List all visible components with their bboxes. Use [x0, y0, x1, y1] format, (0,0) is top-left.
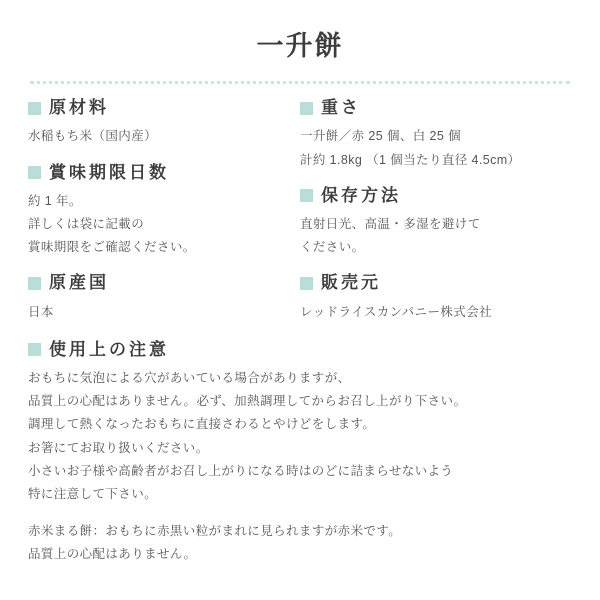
left-column: [28, 98, 290, 338]
section-heading-text: 使用上の注意: [49, 339, 169, 359]
section-ingredients: [28, 98, 290, 149]
text-line: 約 1 年。: [28, 193, 82, 208]
page-title: 一升餅: [256, 31, 344, 61]
section-origin-heading: [28, 273, 290, 293]
section-heading-text: 原産国: [49, 273, 109, 293]
section-seller: [300, 273, 572, 324]
section-best-before-heading: [28, 163, 290, 183]
text-line: 小さいお子様や高齢者がお召し上がりになる時はのどに詰まらせないよう: [28, 463, 454, 478]
section-storage: [300, 186, 572, 260]
section-cautions-body: [28, 367, 572, 566]
text-line: 一升餅／赤 25 個、白 25 個: [300, 129, 461, 144]
section-storage-heading: [300, 186, 572, 206]
text-line: ください。: [300, 240, 365, 255]
text-line: 計約 1.8kg （1 個当たり直径 4.5cm）: [300, 152, 521, 167]
square-bullet-icon: [300, 189, 313, 202]
section-seller-body: [300, 301, 572, 324]
section-weight-body: [300, 125, 572, 171]
section-ingredients-body: [28, 125, 290, 148]
section-cautions: [28, 340, 572, 566]
square-bullet-icon: [300, 102, 313, 115]
square-bullet-icon: [28, 343, 41, 356]
section-origin-body: [28, 301, 290, 324]
text-line: 品質上の心配はありません。必ず、加熱調理してからお召し上がり下さい。: [28, 394, 467, 409]
text-line: おもちに気泡による穴があいている場合がありますが、: [28, 371, 351, 386]
content-columns: [28, 98, 572, 338]
section-cautions-heading: [28, 340, 572, 360]
section-heading-text: 保存方法: [321, 185, 401, 205]
section-best-before: [28, 163, 290, 260]
square-bullet-icon: [28, 166, 41, 179]
text-line: 日本: [28, 304, 54, 319]
text-line: 赤米まる餅：おもちに赤黒い粒がまれに見られますが赤米です。: [28, 523, 402, 538]
section-heading-text: 賞味期限日数: [49, 162, 169, 182]
square-bullet-icon: [300, 277, 313, 290]
dotted-divider: [30, 81, 570, 84]
square-bullet-icon: [28, 277, 41, 290]
right-column: [290, 98, 572, 338]
section-storage-body: [300, 213, 572, 259]
text-line: 品質上の心配はありません。: [28, 547, 197, 562]
section-ingredients-heading: [28, 98, 290, 118]
text-line: 特に注意して下さい。: [28, 486, 158, 501]
section-best-before-body: [28, 190, 290, 259]
spacer: [28, 506, 572, 520]
text-line: 調理して熱くなったおもちに直接さわるとやけどをします。: [28, 417, 376, 432]
section-origin: [28, 273, 290, 324]
section-weight-heading: [300, 98, 572, 118]
section-heading-text: 販売元: [321, 273, 381, 293]
square-bullet-icon: [28, 102, 41, 115]
text-line: レッドライスカンパニー株式会社: [300, 304, 493, 319]
text-line: お箸にてお取り扱いください。: [28, 440, 209, 455]
section-weight: [300, 98, 572, 172]
text-line: 水稲もち米（国内産）: [28, 129, 158, 144]
text-line: 直射日光、高温・多湿を避けて: [300, 217, 481, 232]
text-line: 賞味期限をご確認ください。: [28, 240, 196, 255]
section-seller-heading: [300, 273, 572, 293]
section-heading-text: 重さ: [321, 98, 361, 117]
section-heading-text: 原材料: [49, 98, 109, 117]
text-line: 詳しくは袋に記載の: [28, 217, 145, 232]
